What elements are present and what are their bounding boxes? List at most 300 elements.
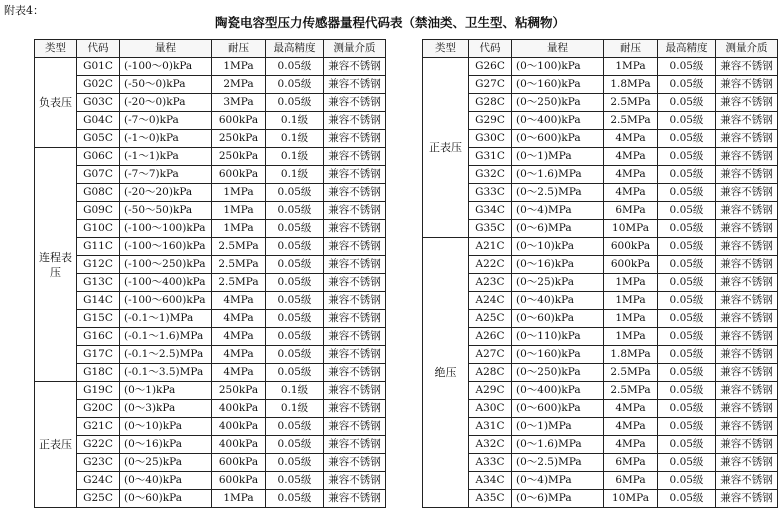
medium-cell: 兼容不锈钢 xyxy=(324,364,386,382)
pressure-cell: 4MPa xyxy=(604,166,658,184)
code-cell: G22C xyxy=(77,436,120,454)
medium-cell: 兼容不锈钢 xyxy=(716,94,778,112)
range-cell: (0～60)kPa xyxy=(512,310,604,328)
range-code-table-left xyxy=(34,39,386,508)
table-row xyxy=(35,166,386,184)
range-cell: (0～16)kPa xyxy=(120,436,212,454)
code-cell: G31C xyxy=(469,148,512,166)
medium-cell: 兼容不锈钢 xyxy=(324,454,386,472)
medium-cell: 兼容不锈钢 xyxy=(716,166,778,184)
table-row xyxy=(35,418,386,436)
accuracy-cell: 0.05级 xyxy=(266,238,324,256)
range-cell: (-100～100)kPa xyxy=(120,220,212,238)
code-cell: G10C xyxy=(77,220,120,238)
range-cell: (0～250)kPa xyxy=(512,94,604,112)
code-cell: A29C xyxy=(469,382,512,400)
table-body xyxy=(423,58,778,508)
accuracy-cell: 0.05级 xyxy=(266,346,324,364)
range-cell: (0～100)kPa xyxy=(512,58,604,76)
accuracy-cell: 0.05级 xyxy=(266,310,324,328)
header-medium: 测量介质 xyxy=(716,40,778,58)
code-cell: A25C xyxy=(469,310,512,328)
medium-cell: 兼容不锈钢 xyxy=(324,256,386,274)
medium-cell: 兼容不锈钢 xyxy=(716,310,778,328)
accuracy-cell: 0.05级 xyxy=(658,436,716,454)
accuracy-cell: 0.1级 xyxy=(266,130,324,148)
medium-cell: 兼容不锈钢 xyxy=(716,130,778,148)
accuracy-cell: 0.05级 xyxy=(658,238,716,256)
accuracy-cell: 0.05级 xyxy=(658,292,716,310)
table-row xyxy=(35,76,386,94)
accuracy-cell: 0.05级 xyxy=(658,274,716,292)
code-cell: A24C xyxy=(469,292,512,310)
table-row xyxy=(423,310,778,328)
pressure-cell: 2.5MPa xyxy=(212,274,266,292)
range-cell: (0～60)kPa xyxy=(120,490,212,508)
pressure-cell: 250kPa xyxy=(212,130,266,148)
medium-cell: 兼容不锈钢 xyxy=(716,238,778,256)
medium-cell: 兼容不锈钢 xyxy=(324,310,386,328)
pressure-cell: 1MPa xyxy=(212,220,266,238)
code-cell: G35C xyxy=(469,220,512,238)
pressure-cell: 4MPa xyxy=(604,436,658,454)
code-cell: G27C xyxy=(469,76,512,94)
medium-cell: 兼容不锈钢 xyxy=(716,454,778,472)
range-cell: (0～1)MPa xyxy=(512,418,604,436)
range-cell: (0～3)kPa xyxy=(120,400,212,418)
pressure-cell: 400kPa xyxy=(212,418,266,436)
code-cell: G26C xyxy=(469,58,512,76)
accuracy-cell: 0.05级 xyxy=(658,184,716,202)
code-cell: G06C xyxy=(77,148,120,166)
medium-cell: 兼容不锈钢 xyxy=(324,490,386,508)
pressure-cell: 1.8MPa xyxy=(604,346,658,364)
medium-cell: 兼容不锈钢 xyxy=(716,112,778,130)
accuracy-cell: 0.05级 xyxy=(658,382,716,400)
pressure-cell: 2.5MPa xyxy=(212,238,266,256)
table-row xyxy=(35,274,386,292)
pressure-cell: 4MPa xyxy=(604,184,658,202)
range-cell: (-20～0)kPa xyxy=(120,94,212,112)
table-row xyxy=(35,382,386,400)
range-cell: (-100～400)kPa xyxy=(120,274,212,292)
header-range: 量程 xyxy=(120,40,212,58)
table-row xyxy=(423,76,778,94)
table-row xyxy=(423,346,778,364)
pressure-cell: 1MPa xyxy=(604,292,658,310)
accuracy-cell: 0.05级 xyxy=(658,328,716,346)
header-type: 类型 xyxy=(423,40,469,58)
table-row xyxy=(423,472,778,490)
accuracy-cell: 0.05级 xyxy=(266,274,324,292)
medium-cell: 兼容不锈钢 xyxy=(324,238,386,256)
pressure-cell: 600kPa xyxy=(212,166,266,184)
pressure-cell: 1MPa xyxy=(212,490,266,508)
code-cell: G08C xyxy=(77,184,120,202)
accuracy-cell: 0.05级 xyxy=(658,58,716,76)
accuracy-cell: 0.05级 xyxy=(266,256,324,274)
table-row xyxy=(35,202,386,220)
code-cell: G21C xyxy=(77,418,120,436)
range-cell: (0～160)kPa xyxy=(512,346,604,364)
code-cell: A32C xyxy=(469,436,512,454)
table-row xyxy=(35,148,386,166)
table-row xyxy=(423,256,778,274)
accuracy-cell: 0.05级 xyxy=(658,346,716,364)
accuracy-cell: 0.05级 xyxy=(658,148,716,166)
accuracy-cell: 0.05级 xyxy=(266,94,324,112)
code-cell: G33C xyxy=(469,184,512,202)
table-row xyxy=(423,166,778,184)
pressure-cell: 4MPa xyxy=(212,346,266,364)
pressure-cell: 1MPa xyxy=(212,202,266,220)
pressure-cell: 2.5MPa xyxy=(212,256,266,274)
code-cell: G30C xyxy=(469,130,512,148)
medium-cell: 兼容不锈钢 xyxy=(716,292,778,310)
medium-cell: 兼容不锈钢 xyxy=(716,346,778,364)
accuracy-cell: 0.05级 xyxy=(658,472,716,490)
range-cell: (0～400)kPa xyxy=(512,112,604,130)
medium-cell: 兼容不锈钢 xyxy=(324,436,386,454)
range-cell: (0～6)MPa xyxy=(512,490,604,508)
header-medium: 测量介质 xyxy=(324,40,386,58)
range-cell: (-20～20)kPa xyxy=(120,184,212,202)
accuracy-cell: 0.05级 xyxy=(658,310,716,328)
code-cell: G11C xyxy=(77,238,120,256)
accuracy-cell: 0.05级 xyxy=(266,436,324,454)
code-cell: G01C xyxy=(77,58,120,76)
pressure-cell: 600kPa xyxy=(604,256,658,274)
accuracy-cell: 0.05级 xyxy=(266,292,324,310)
accuracy-cell: 0.05级 xyxy=(658,256,716,274)
code-cell: A22C xyxy=(469,256,512,274)
table-row xyxy=(35,256,386,274)
medium-cell: 兼容不锈钢 xyxy=(716,58,778,76)
pressure-cell: 2.5MPa xyxy=(604,364,658,382)
accuracy-cell: 0.1级 xyxy=(266,166,324,184)
accuracy-cell: 0.05级 xyxy=(658,454,716,472)
range-cell: (-50～0)kPa xyxy=(120,76,212,94)
pressure-cell: 4MPa xyxy=(212,328,266,346)
medium-cell: 兼容不锈钢 xyxy=(324,220,386,238)
pressure-cell: 4MPa xyxy=(604,400,658,418)
table-row xyxy=(423,130,778,148)
code-cell: G25C xyxy=(77,490,120,508)
header-range: 量程 xyxy=(512,40,604,58)
range-cell: (-7～0)kPa xyxy=(120,112,212,130)
accuracy-cell: 0.05级 xyxy=(658,112,716,130)
range-cell: (-0.1～1.6)MPa xyxy=(120,328,212,346)
range-cell: (0～1)MPa xyxy=(512,148,604,166)
pressure-cell: 600kPa xyxy=(212,112,266,130)
medium-cell: 兼容不锈钢 xyxy=(324,472,386,490)
pressure-cell: 1.8MPa xyxy=(604,76,658,94)
medium-cell: 兼容不锈钢 xyxy=(716,76,778,94)
medium-cell: 兼容不锈钢 xyxy=(324,148,386,166)
range-cell: (0～250)kPa xyxy=(512,364,604,382)
table-row xyxy=(423,418,778,436)
accuracy-cell: 0.05级 xyxy=(266,490,324,508)
medium-cell: 兼容不锈钢 xyxy=(716,364,778,382)
table-row xyxy=(35,364,386,382)
code-cell: G28C xyxy=(469,94,512,112)
accuracy-cell: 0.05级 xyxy=(658,400,716,418)
accuracy-cell: 0.05级 xyxy=(266,220,324,238)
table-row xyxy=(423,220,778,238)
table-row xyxy=(35,400,386,418)
type-cell: 正表压 xyxy=(423,58,469,238)
medium-cell: 兼容不锈钢 xyxy=(324,382,386,400)
table-row xyxy=(35,130,386,148)
pressure-cell: 1MPa xyxy=(604,310,658,328)
range-cell: (0～25)kPa xyxy=(120,454,212,472)
range-cell: (-0.1～3.5)MPa xyxy=(120,364,212,382)
pressure-cell: 250kPa xyxy=(212,148,266,166)
pressure-cell: 600kPa xyxy=(212,454,266,472)
code-cell: A34C xyxy=(469,472,512,490)
pressure-cell: 1MPa xyxy=(604,328,658,346)
range-cell: (0～10)kPa xyxy=(120,418,212,436)
header-pressure: 耐压 xyxy=(604,40,658,58)
pressure-cell: 1MPa xyxy=(604,274,658,292)
pressure-cell: 10MPa xyxy=(604,490,658,508)
pressure-cell: 2.5MPa xyxy=(604,112,658,130)
header-accuracy: 最高精度 xyxy=(266,40,324,58)
code-cell: A26C xyxy=(469,328,512,346)
table-row xyxy=(423,292,778,310)
table-row xyxy=(35,310,386,328)
accuracy-cell: 0.05级 xyxy=(658,490,716,508)
medium-cell: 兼容不锈钢 xyxy=(324,328,386,346)
table-title: 陶瓷电容型压力传感器量程代码表（禁油类、卫生型、粘稠物） xyxy=(214,15,565,30)
range-cell: (-0.1～1)MPa xyxy=(120,310,212,328)
medium-cell: 兼容不锈钢 xyxy=(324,274,386,292)
medium-cell: 兼容不锈钢 xyxy=(324,166,386,184)
type-cell: 绝压 xyxy=(423,238,469,508)
medium-cell: 兼容不锈钢 xyxy=(716,436,778,454)
header-row xyxy=(35,40,386,58)
code-cell: A33C xyxy=(469,454,512,472)
code-cell: G17C xyxy=(77,346,120,364)
table-row xyxy=(35,472,386,490)
table-row xyxy=(35,220,386,238)
medium-cell: 兼容不锈钢 xyxy=(324,418,386,436)
pressure-cell: 1MPa xyxy=(212,58,266,76)
medium-cell: 兼容不锈钢 xyxy=(716,148,778,166)
range-cell: (0～160)kPa xyxy=(512,76,604,94)
accuracy-cell: 0.05级 xyxy=(266,418,324,436)
appendix-label: 附表4： xyxy=(4,4,44,17)
table-row xyxy=(423,112,778,130)
header-row xyxy=(423,40,778,58)
range-cell: (0～1)kPa xyxy=(120,382,212,400)
table-row xyxy=(423,238,778,256)
medium-cell: 兼容不锈钢 xyxy=(324,202,386,220)
code-cell: G14C xyxy=(77,292,120,310)
code-cell: G12C xyxy=(77,256,120,274)
pressure-cell: 600kPa xyxy=(604,238,658,256)
range-cell: (0～1.6)MPa xyxy=(512,436,604,454)
code-cell: G16C xyxy=(77,328,120,346)
range-cell: (0～16)kPa xyxy=(512,256,604,274)
range-cell: (-100～160)kPa xyxy=(120,238,212,256)
pressure-cell: 400kPa xyxy=(212,436,266,454)
table-row xyxy=(423,184,778,202)
type-cell: 负表压 xyxy=(35,58,77,148)
pressure-cell: 4MPa xyxy=(212,292,266,310)
accuracy-cell: 0.1级 xyxy=(266,382,324,400)
pressure-cell: 6MPa xyxy=(604,472,658,490)
accuracy-cell: 0.05级 xyxy=(658,76,716,94)
range-cell: (0～10)kPa xyxy=(512,238,604,256)
header-code: 代码 xyxy=(469,40,512,58)
accuracy-cell: 0.1级 xyxy=(266,400,324,418)
accuracy-cell: 0.05级 xyxy=(266,202,324,220)
accuracy-cell: 0.05级 xyxy=(658,220,716,238)
table-row xyxy=(35,112,386,130)
table-row xyxy=(423,148,778,166)
accuracy-cell: 0.05级 xyxy=(266,454,324,472)
medium-cell: 兼容不锈钢 xyxy=(716,202,778,220)
range-cell: (-0.1～2.5)MPa xyxy=(120,346,212,364)
pressure-cell: 1MPa xyxy=(604,58,658,76)
pressure-cell: 600kPa xyxy=(212,472,266,490)
accuracy-cell: 0.05级 xyxy=(658,94,716,112)
code-cell: G24C xyxy=(77,472,120,490)
accuracy-cell: 0.05级 xyxy=(658,418,716,436)
accuracy-cell: 0.05级 xyxy=(658,364,716,382)
medium-cell: 兼容不锈钢 xyxy=(716,382,778,400)
medium-cell: 兼容不锈钢 xyxy=(324,346,386,364)
medium-cell: 兼容不锈钢 xyxy=(324,94,386,112)
medium-cell: 兼容不锈钢 xyxy=(716,256,778,274)
range-cell: (0～6)MPa xyxy=(512,220,604,238)
code-cell: G02C xyxy=(77,76,120,94)
range-cell: (0～4)MPa xyxy=(512,472,604,490)
code-cell: G23C xyxy=(77,454,120,472)
pressure-cell: 2.5MPa xyxy=(604,94,658,112)
medium-cell: 兼容不锈钢 xyxy=(716,418,778,436)
range-code-table-right xyxy=(422,39,778,508)
code-cell: G05C xyxy=(77,130,120,148)
code-cell: G09C xyxy=(77,202,120,220)
code-cell: G18C xyxy=(77,364,120,382)
pressure-cell: 400kPa xyxy=(212,400,266,418)
table-row xyxy=(35,490,386,508)
code-cell: A28C xyxy=(469,364,512,382)
type-cell: 正表压 xyxy=(35,382,77,508)
accuracy-cell: 0.05级 xyxy=(658,130,716,148)
table-row xyxy=(35,58,386,76)
code-cell: A31C xyxy=(469,418,512,436)
range-cell: (0～2.5)MPa xyxy=(512,454,604,472)
code-cell: G07C xyxy=(77,166,120,184)
accuracy-cell: 0.05级 xyxy=(266,184,324,202)
range-cell: (0～600)kPa xyxy=(512,130,604,148)
medium-cell: 兼容不锈钢 xyxy=(324,112,386,130)
table-row xyxy=(35,184,386,202)
table-body xyxy=(35,58,386,508)
code-cell: G29C xyxy=(469,112,512,130)
code-cell: G19C xyxy=(77,382,120,400)
table-row xyxy=(35,292,386,310)
table-row xyxy=(423,454,778,472)
header-pressure: 耐压 xyxy=(212,40,266,58)
range-cell: (0～1.6)MPa xyxy=(512,166,604,184)
medium-cell: 兼容不锈钢 xyxy=(324,292,386,310)
pressure-cell: 4MPa xyxy=(604,148,658,166)
accuracy-cell: 0.1级 xyxy=(266,148,324,166)
medium-cell: 兼容不锈钢 xyxy=(716,184,778,202)
header-type: 类型 xyxy=(35,40,77,58)
pressure-cell: 4MPa xyxy=(604,418,658,436)
medium-cell: 兼容不锈钢 xyxy=(716,274,778,292)
accuracy-cell: 0.05级 xyxy=(266,76,324,94)
range-cell: (0～40)kPa xyxy=(120,472,212,490)
range-cell: (0～110)kPa xyxy=(512,328,604,346)
accuracy-cell: 0.05级 xyxy=(658,166,716,184)
table-row xyxy=(423,364,778,382)
table-row xyxy=(35,454,386,472)
code-cell: G15C xyxy=(77,310,120,328)
medium-cell: 兼容不锈钢 xyxy=(716,490,778,508)
range-cell: (-1～0)kPa xyxy=(120,130,212,148)
code-cell: G13C xyxy=(77,274,120,292)
pressure-cell: 10MPa xyxy=(604,220,658,238)
table-row xyxy=(423,436,778,454)
pressure-cell: 2.5MPa xyxy=(604,382,658,400)
table-row xyxy=(423,274,778,292)
range-cell: (0～600)kPa xyxy=(512,400,604,418)
table-row xyxy=(423,328,778,346)
pressure-cell: 6MPa xyxy=(604,454,658,472)
pressure-cell: 4MPa xyxy=(212,310,266,328)
range-cell: (-100～600)kPa xyxy=(120,292,212,310)
pressure-cell: 1MPa xyxy=(212,184,266,202)
accuracy-cell: 0.05级 xyxy=(266,472,324,490)
table-row xyxy=(423,382,778,400)
accuracy-cell: 0.1级 xyxy=(266,112,324,130)
table-row xyxy=(423,490,778,508)
range-cell: (0～4)MPa xyxy=(512,202,604,220)
range-cell: (-7～7)kPa xyxy=(120,166,212,184)
medium-cell: 兼容不锈钢 xyxy=(716,400,778,418)
type-cell: 连程表压 xyxy=(35,148,77,382)
pressure-cell: 6MPa xyxy=(604,202,658,220)
range-cell: (-100～0)kPa xyxy=(120,58,212,76)
accuracy-cell: 0.05级 xyxy=(266,328,324,346)
pressure-cell: 3MPa xyxy=(212,94,266,112)
medium-cell: 兼容不锈钢 xyxy=(324,130,386,148)
range-cell: (0～400)kPa xyxy=(512,382,604,400)
medium-cell: 兼容不锈钢 xyxy=(324,400,386,418)
code-cell: G34C xyxy=(469,202,512,220)
table-row xyxy=(35,346,386,364)
table-row xyxy=(423,202,778,220)
medium-cell: 兼容不锈钢 xyxy=(716,220,778,238)
code-cell: A27C xyxy=(469,346,512,364)
range-cell: (0～2.5)MPa xyxy=(512,184,604,202)
header-code: 代码 xyxy=(77,40,120,58)
table-row xyxy=(423,400,778,418)
pressure-cell: 4MPa xyxy=(212,364,266,382)
code-cell: G04C xyxy=(77,112,120,130)
range-cell: (0～25)kPa xyxy=(512,274,604,292)
header-accuracy: 最高精度 xyxy=(658,40,716,58)
range-cell: (0～40)kPa xyxy=(512,292,604,310)
table-row xyxy=(35,436,386,454)
accuracy-cell: 0.05级 xyxy=(266,58,324,76)
